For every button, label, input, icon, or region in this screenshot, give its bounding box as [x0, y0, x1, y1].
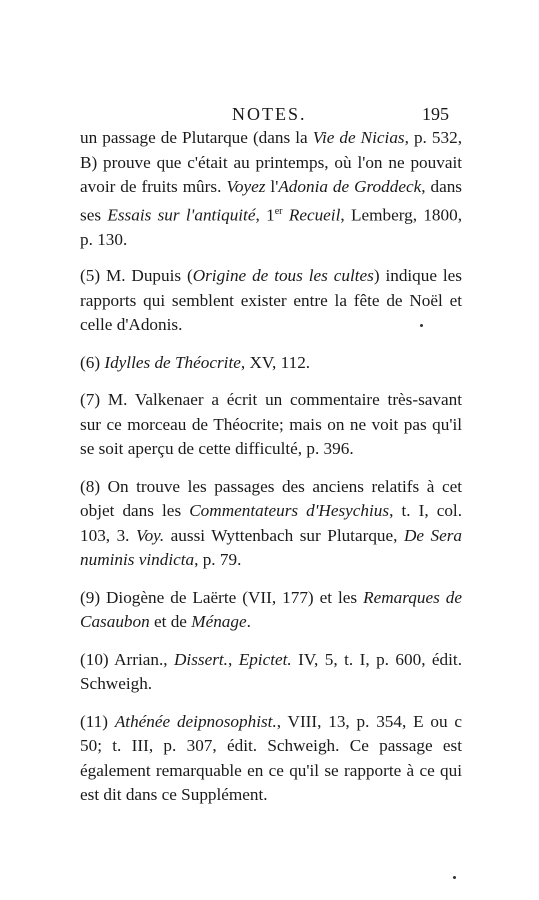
- italic-word: Voyez: [226, 177, 266, 196]
- italic-title: Athénée deipnosophist.: [114, 711, 277, 731]
- italic-word: Voy.: [135, 525, 165, 545]
- superscript: er: [274, 205, 283, 217]
- italic-title: Vie de Nicias: [312, 128, 405, 147]
- text-run: , p. 79.: [194, 550, 242, 570]
- italic-title: Remarques de Casaubon: [80, 587, 462, 632]
- italic-word: Ménage: [191, 612, 247, 632]
- text-run: , 1: [255, 205, 275, 225]
- text-run: (10) Arrian.,: [80, 649, 175, 669]
- italic-title: De Sera numinis vindicta: [80, 525, 462, 570]
- italic-word: Dissert.: [174, 649, 228, 669]
- text-run: l': [265, 177, 279, 196]
- note-7: [80, 388, 462, 462]
- text-run: ,: [227, 649, 239, 669]
- text-run: , p. 532, B) prouve que c'était au printemps, où l'on ne pouvait avoir de fruits mûrs.: [80, 128, 462, 196]
- italic-title: Essais sur l'antiquité: [107, 205, 256, 225]
- note-9: [80, 586, 462, 635]
- page-number: 195: [422, 104, 449, 124]
- note-6: [80, 351, 462, 376]
- text-run: aussi Wyttenbach sur Plutarque,: [164, 525, 404, 545]
- text-run: IV, 5, t. I, p. 600, édit. Schweigh.: [80, 649, 462, 694]
- text-run: (8) On trouve les passages des anciens relatifs à cet objet dans les: [80, 476, 462, 521]
- note-10: [80, 648, 462, 697]
- text-run: (5) M. Dupuis (: [80, 266, 193, 286]
- italic-word: Recueil: [288, 205, 341, 225]
- italic-title: Origine de tous les cultes: [192, 266, 374, 286]
- italic-title: Idylles de Théocrite: [104, 352, 241, 372]
- note-8: [80, 475, 462, 573]
- italic-title: Commentateurs d'Hesychius: [189, 501, 390, 521]
- text-run: un passage de Plutarque (dans la: [80, 128, 313, 147]
- note-11: [80, 710, 462, 808]
- notes-text: [80, 126, 462, 821]
- text-run: , VIII, 13, p. 354, E ou c 50; t. III, p. 307, édit. Schweigh. Ce passage est également remarquable en ce qu'il se rapporte à ce qui est dit dans ce Supplément.: [80, 711, 462, 805]
- text-run: et de: [149, 612, 192, 632]
- text-run: .: [246, 612, 251, 632]
- note-5: [80, 264, 462, 338]
- text-run: , Lemberg, 1800, p. 130.: [80, 205, 463, 249]
- text-run: (6): [80, 352, 105, 372]
- italic-title: Adonia de Groddeck: [278, 177, 422, 196]
- text-run: (11): [80, 711, 115, 731]
- page-header: [0, 104, 539, 128]
- text-run: ) indique les rapports qui semblent exister entre la fête de Noël et celle d'Adonis.: [80, 266, 462, 335]
- text-run: (7) M. Valkenaer a écrit un commentaire très-savant sur ce morceau de Théocrite; mais on ne voit pas qu'il se soit aperçu de cette difficulté, p. 396.: [80, 390, 462, 459]
- print-speck: [453, 876, 456, 879]
- text-run: (9) Diogène de Laërte (VII, 177) et les: [80, 587, 364, 607]
- italic-word: Epictet.: [238, 649, 292, 669]
- text-run: , t. I, col. 103, 3.: [80, 501, 462, 545]
- note-continuation: [80, 126, 462, 252]
- text-run: , dans ses: [80, 177, 462, 225]
- running-head: NOTES.: [232, 104, 307, 124]
- text-run: , XV, 112.: [240, 352, 311, 372]
- print-speck: [420, 324, 423, 327]
